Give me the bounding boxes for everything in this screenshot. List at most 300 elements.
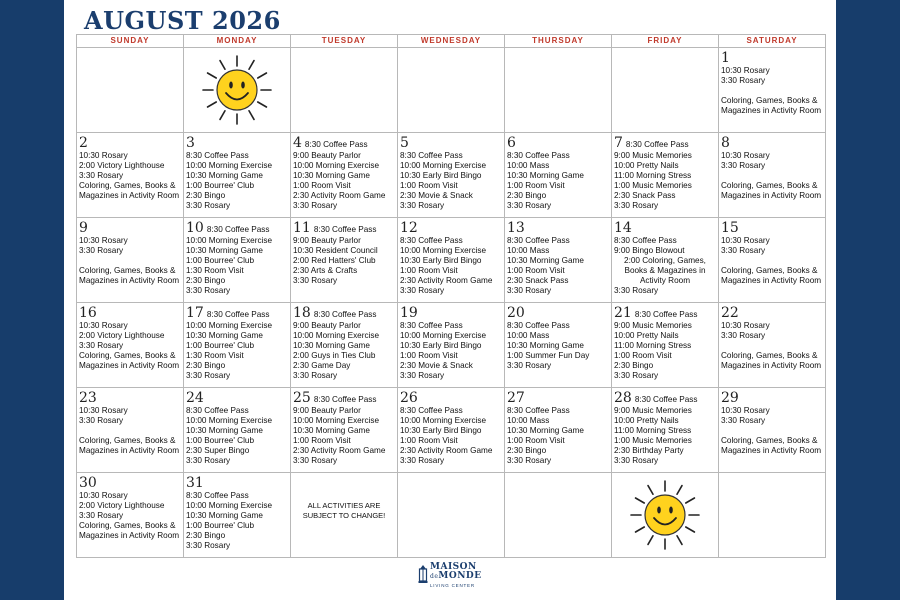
event-list [186, 491, 288, 551]
event-list [400, 151, 502, 211]
event-item: Coloring, Games, Books & Magazines in Activity Room [79, 351, 180, 370]
event-item: 9:00 Beauty Parlor [293, 151, 361, 160]
event-item: 10:00 Mass [507, 416, 550, 425]
event-item: 11:00 Morning Stress [614, 426, 692, 435]
activities-notice: ALL ACTIVITIES ARE SUBJECT TO CHANGE! [302, 501, 386, 520]
day-number: 7 [614, 135, 623, 151]
event-item: 3:30 Rosary [293, 456, 338, 465]
day-number: 24 [186, 390, 204, 406]
event-item: 3:30 Rosary [79, 341, 124, 350]
event-spacer [721, 86, 823, 96]
event-item: 3:30 Rosary [721, 416, 766, 425]
day-number: 16 [79, 305, 97, 321]
empty-day-cell [398, 473, 505, 558]
event-item: 10:00 Morning Exercise [186, 161, 273, 170]
event-item: 2:30 Bingo [614, 361, 654, 370]
event-item: 1:00 Room Visit [507, 181, 565, 190]
event-item: 1:00 Room Visit [400, 266, 458, 275]
event-item: Coloring, Games, Books & Magazines in Activity Room [79, 266, 180, 285]
day-number: 12 [400, 220, 418, 236]
day-cell [398, 388, 505, 473]
day-header [186, 220, 288, 236]
event-list [507, 151, 609, 211]
event-item: 10:30 Rosary [79, 151, 128, 160]
empty-day-cell [505, 473, 612, 558]
event-item: 3:30 Rosary [400, 371, 445, 380]
day-number: 19 [400, 305, 418, 321]
event-item: 10:30 Rosary [721, 321, 770, 330]
maison-de-monde-logo [416, 560, 482, 596]
day-cell [505, 388, 612, 473]
day-header [79, 135, 181, 151]
event-item: 8:30 Coffee Pass [313, 310, 377, 319]
event-item: 8:30 Coffee Pass [634, 395, 698, 404]
day-cell [77, 218, 184, 303]
day-cell [291, 388, 398, 473]
weekday-tuesday: TUESDAY [291, 35, 398, 48]
day-header [186, 305, 288, 321]
calendar-week [77, 303, 826, 388]
day-number: 3 [186, 135, 195, 151]
day-number: 5 [400, 135, 409, 151]
day-cell [184, 473, 291, 558]
event-list [79, 321, 181, 371]
day-header [614, 305, 716, 321]
day-header [293, 390, 395, 406]
day-cell [291, 218, 398, 303]
day-cell [291, 133, 398, 218]
lantern-icon [416, 564, 430, 586]
event-item: 3:30 Rosary [293, 371, 338, 380]
event-item: 3:30 Rosary [507, 201, 552, 210]
event-item: 2:00 Victory Lighthouse [79, 501, 165, 510]
day-header [79, 475, 181, 491]
day-number: 28 [614, 390, 632, 406]
day-header [721, 220, 823, 236]
day-cell [184, 303, 291, 388]
event-item: 9:00 Music Memories [614, 321, 692, 330]
day-header [614, 390, 716, 406]
event-item: 3:30 Rosary [79, 171, 124, 180]
event-item: 10:00 Morning Exercise [400, 331, 487, 340]
weekday-thursday: THURSDAY [505, 35, 612, 48]
event-item: 1:00 Bourree' Club [186, 181, 255, 190]
day-header [507, 305, 609, 321]
event-item: 3:30 Rosary [79, 416, 124, 425]
event-item: 10:30 Rosary [721, 406, 770, 415]
day-number: 23 [79, 390, 97, 406]
event-item: Coloring, Games, Books & Magazines in Activity Room [79, 521, 180, 540]
event-item: 10:00 Morning Exercise [186, 501, 273, 510]
day-cell [719, 218, 826, 303]
event-item: 3:30 Rosary [293, 276, 338, 285]
event-item: 10:30 Morning Game [293, 341, 370, 350]
event-item: 8:30 Coffee Pass [186, 491, 249, 500]
day-header [507, 390, 609, 406]
event-list [507, 406, 609, 466]
event-spacer [721, 171, 823, 181]
event-item: 1:00 Bourree' Club [186, 436, 255, 445]
event-item: 1:00 Room Visit [400, 351, 458, 360]
event-item: 2:30 Activity Room Game [400, 276, 493, 285]
day-number: 22 [721, 305, 739, 321]
event-list [721, 236, 823, 286]
day-header [293, 220, 395, 236]
event-item: 10:30 Early Bird Bingo [400, 426, 482, 435]
event-item: 2:30 Arts & Crafts [293, 266, 358, 275]
event-item: 3:30 Rosary [400, 201, 445, 210]
day-cell [77, 473, 184, 558]
event-item: 9:00 Beauty Parlor [293, 321, 361, 330]
event-item: 3:30 Rosary [507, 456, 552, 465]
event-list [79, 236, 181, 286]
event-item: 1:00 Music Memories [614, 436, 692, 445]
day-cell [505, 218, 612, 303]
day-cell [184, 388, 291, 473]
day-cell [719, 48, 826, 133]
event-item: 10:30 Rosary [79, 406, 128, 415]
event-item: 10:00 Pretty Nails [614, 416, 679, 425]
event-item: 10:30 Morning Game [507, 341, 584, 350]
event-item: 3:30 Rosary [721, 76, 766, 85]
event-item: 10:00 Morning Exercise [293, 416, 380, 425]
event-item: 8:30 Coffee Pass [634, 310, 698, 319]
day-number: 30 [79, 475, 97, 491]
event-list [614, 406, 716, 466]
empty-day-cell [77, 48, 184, 133]
event-item: 10:00 Morning Exercise [186, 236, 273, 245]
event-item: 3:30 Rosary [614, 201, 659, 210]
event-item: 1:00 Summer Fun Day [507, 351, 590, 360]
event-list [79, 151, 181, 201]
event-list [79, 491, 181, 541]
event-item: 8:30 Coffee Pass [206, 225, 270, 234]
event-item: 10:00 Morning Exercise [186, 416, 273, 425]
day-header [79, 390, 181, 406]
event-item: 10:30 Early Bird Bingo [400, 256, 482, 265]
day-cell [398, 133, 505, 218]
event-item: Coloring, Games, Books & Magazines in Activity Room [721, 266, 822, 285]
day-number: 6 [507, 135, 516, 151]
event-item: 3:30 Rosary [186, 371, 231, 380]
day-number: 17 [186, 305, 204, 321]
event-item: 10:30 Rosary [721, 66, 770, 75]
event-item: 2:00 Victory Lighthouse [79, 331, 165, 340]
event-list [614, 151, 716, 211]
event-item: Coloring, Games, Books & Magazines in Activity Room [721, 351, 822, 370]
notice-cell [291, 473, 398, 558]
calendar-weeks [77, 48, 826, 558]
event-item: 10:30 Morning Game [293, 426, 370, 435]
day-number: 29 [721, 390, 739, 406]
event-item: 2:30 Activity Room Game [293, 446, 386, 455]
event-item: 10:30 Morning Game [507, 426, 584, 435]
event-item: 2:00 Red Hatters' Club [293, 256, 376, 265]
event-item: 3:30 Rosary [721, 246, 766, 255]
event-list [400, 236, 502, 296]
weekday-header [77, 35, 826, 48]
event-item: 2:30 Snack Pass [614, 191, 676, 200]
day-cell [398, 218, 505, 303]
event-item: 10:00 Mass [507, 161, 550, 170]
event-list [293, 151, 395, 211]
day-cell [291, 303, 398, 388]
day-number: 21 [614, 305, 632, 321]
event-item: Coloring, Games, Books & Magazines in Activity Room [721, 181, 822, 200]
day-number: 31 [186, 475, 204, 491]
calendar-week [77, 218, 826, 303]
event-item: 2:30 Movie & Snack [400, 361, 473, 370]
event-list [186, 236, 288, 296]
event-item: 8:30 Coffee Pass [507, 151, 570, 160]
sun-decoration-cell [184, 48, 291, 133]
event-item: 2:30 Activity Room Game [400, 446, 493, 455]
day-header [507, 135, 609, 151]
logo-text [430, 563, 482, 581]
event-item: 3:30 Rosary [614, 371, 659, 380]
event-item: Coloring, Games, Books & Magazines in Activity Room [721, 436, 822, 455]
event-item: 8:30 Coffee Pass [400, 236, 463, 245]
event-item: 8:30 Coffee Pass [625, 140, 689, 149]
sun-decoration-cell [612, 473, 719, 558]
event-item: 2:30 Bingo [186, 191, 226, 200]
event-spacer [721, 256, 823, 266]
event-item: 2:00 Victory Lighthouse [79, 161, 165, 170]
event-item: 10:30 Rosary [721, 236, 770, 245]
day-number: 20 [507, 305, 525, 321]
day-header [400, 220, 502, 236]
event-item: 3:30 Rosary [186, 456, 231, 465]
event-item: 8:30 Coffee Pass [400, 321, 463, 330]
event-item: 1:00 Room Visit [293, 181, 351, 190]
day-cell [719, 303, 826, 388]
event-item: 10:30 Morning Game [186, 511, 263, 520]
event-item: Coloring, Games, Books & Magazines in Activity Room [79, 181, 180, 200]
weekday-monday: MONDAY [184, 35, 291, 48]
logo-name: MAISON [430, 562, 477, 572]
event-item: 1:00 Room Visit [400, 436, 458, 445]
event-item: 10:00 Mass [507, 246, 550, 255]
weekday-saturday: SATURDAY [719, 35, 826, 48]
event-item: 8:30 Coffee Pass [400, 406, 463, 415]
event-spacer [721, 341, 823, 351]
calendar-grid [76, 34, 826, 558]
event-item: 3:30 Rosary [79, 246, 124, 255]
event-item: 1:00 Room Visit [507, 436, 565, 445]
day-cell [612, 388, 719, 473]
event-item: 9:00 Beauty Parlor [293, 406, 361, 415]
logo-monde: MONDE [438, 571, 482, 581]
event-item: 10:30 Early Bird Bingo [400, 171, 482, 180]
day-number: 14 [614, 220, 632, 236]
day-number: 9 [79, 220, 88, 236]
event-item: 10:30 Morning Game [293, 171, 370, 180]
event-item: 2:30 Activity Room Game [293, 191, 386, 200]
day-header [293, 305, 395, 321]
logo-de: de [430, 573, 439, 580]
event-item: 2:00 Coloring, Games, Books & Magazines in Activity Room [624, 256, 706, 285]
event-list [400, 321, 502, 381]
day-cell [184, 133, 291, 218]
day-header [79, 305, 181, 321]
event-item: 8:30 Coffee Pass [206, 310, 270, 319]
event-item: 8:30 Coffee Pass [186, 406, 249, 415]
event-list [614, 236, 716, 296]
empty-day-cell [719, 473, 826, 558]
event-item: 2:30 Birthday Party [614, 446, 684, 455]
sun-icon [197, 52, 277, 128]
day-cell [77, 303, 184, 388]
event-item: 9:00 Beauty Parlor [293, 236, 361, 245]
event-spacer [79, 256, 181, 266]
event-list [507, 236, 609, 296]
event-item: 10:30 Resident Council [293, 246, 378, 255]
day-cell [719, 388, 826, 473]
event-item: 3:30 Rosary [293, 201, 338, 210]
event-item: 1:00 Room Visit [507, 266, 565, 275]
event-list [293, 236, 395, 286]
event-item: 2:30 Bingo [507, 191, 547, 200]
event-item: 3:30 Rosary [400, 286, 445, 295]
empty-day-cell [291, 48, 398, 133]
event-list [507, 321, 609, 371]
day-header [400, 390, 502, 406]
event-item: 10:00 Pretty Nails [614, 161, 679, 170]
day-cell [612, 303, 719, 388]
event-item: 3:30 Rosary [507, 361, 552, 370]
day-header [721, 390, 823, 406]
event-item: 8:30 Coffee Pass [304, 140, 368, 149]
event-item: 2:30 Movie & Snack [400, 191, 473, 200]
event-list [186, 406, 288, 466]
event-item: 10:30 Morning Game [186, 171, 263, 180]
event-item: 1:00 Room Visit [293, 436, 351, 445]
event-item: 10:00 Pretty Nails [614, 331, 679, 340]
event-item: 10:30 Morning Game [507, 171, 584, 180]
event-item: 10:00 Morning Exercise [400, 161, 487, 170]
day-number: 11 [293, 220, 311, 236]
event-item: 8:30 Coffee Pass [614, 236, 677, 245]
event-list [721, 406, 823, 456]
day-number: 13 [507, 220, 525, 236]
day-number: 26 [400, 390, 418, 406]
event-item: 2:30 Bingo [186, 361, 226, 370]
event-item: 1:00 Bourree' Club [186, 341, 255, 350]
calendar-week [77, 133, 826, 218]
day-cell [612, 133, 719, 218]
event-item: 10:00 Morning Exercise [293, 161, 380, 170]
event-list [721, 321, 823, 371]
event-item: 8:30 Coffee Pass [507, 236, 570, 245]
event-item: 10:00 Mass [507, 331, 550, 340]
event-item: 3:30 Rosary [79, 511, 124, 520]
day-number: 27 [507, 390, 525, 406]
logo-subtitle: LIVING CENTER [430, 583, 475, 588]
event-item: Coloring, Games, Books & Magazines in Activity Room [721, 96, 822, 115]
day-header [507, 220, 609, 236]
day-number: 15 [721, 220, 739, 236]
calendar-week [77, 388, 826, 473]
day-header [79, 220, 181, 236]
event-item: 8:30 Coffee Pass [507, 321, 570, 330]
event-item: 10:30 Rosary [79, 491, 128, 500]
day-cell [505, 133, 612, 218]
event-item: 3:30 Rosary [721, 161, 766, 170]
event-item: 10:30 Rosary [721, 151, 770, 160]
event-list [614, 321, 716, 381]
day-header [400, 305, 502, 321]
event-item: 10:30 Rosary [79, 236, 128, 245]
event-item: 10:30 Rosary [79, 321, 128, 330]
event-item: 3:30 Rosary [186, 201, 231, 210]
day-cell [505, 303, 612, 388]
event-item: 3:30 Rosary [400, 456, 445, 465]
day-header [614, 220, 716, 236]
event-item: 1:00 Bourree' Club [186, 521, 255, 530]
event-item: 10:30 Morning Game [186, 426, 263, 435]
event-list [293, 406, 395, 466]
event-item: 10:30 Morning Game [186, 246, 263, 255]
weekday-friday: FRIDAY [612, 35, 719, 48]
day-header [293, 135, 395, 151]
event-item: 10:00 Morning Exercise [400, 416, 487, 425]
event-item: 11:00 Morning Stress [614, 341, 692, 350]
calendar-week [77, 48, 826, 133]
sun-icon [625, 477, 705, 553]
event-item: 11:00 Morning Stress [614, 171, 692, 180]
event-item: 1:30 Room Visit [186, 351, 244, 360]
day-header [400, 135, 502, 151]
day-number: 1 [721, 50, 730, 66]
event-item: 9:00 Music Memories [614, 151, 692, 160]
event-list [186, 321, 288, 381]
day-header [721, 305, 823, 321]
event-list [721, 151, 823, 201]
empty-day-cell [505, 48, 612, 133]
event-list [721, 66, 823, 116]
event-item: 10:30 Morning Game [186, 331, 263, 340]
day-cell [612, 218, 719, 303]
event-item: 8:30 Coffee Pass [507, 406, 570, 415]
event-spacer [79, 426, 181, 436]
event-item: 1:00 Bourree' Club [186, 256, 255, 265]
event-item: 3:30 Rosary [507, 286, 552, 295]
event-item: 9:00 Bingo Blowout [614, 246, 685, 255]
event-item: 1:00 Room Visit [400, 181, 458, 190]
event-item: 8:30 Coffee Pass [313, 395, 377, 404]
empty-day-cell [398, 48, 505, 133]
event-item: 2:30 Super Bingo [186, 446, 250, 455]
day-number: 2 [79, 135, 88, 151]
event-item: 1:00 Room Visit [614, 351, 672, 360]
event-item: 2:30 Bingo [186, 276, 226, 285]
event-item: 3:30 Rosary [721, 331, 766, 340]
day-cell [77, 388, 184, 473]
event-list [79, 406, 181, 456]
event-item: 10:30 Early Bird Bingo [400, 341, 482, 350]
event-item: 3:30 Rosary [614, 286, 659, 295]
event-list [293, 321, 395, 381]
event-item: 10:00 Morning Exercise [400, 246, 487, 255]
day-cell [77, 133, 184, 218]
weekday-wednesday: WEDNESDAY [398, 35, 505, 48]
event-item: 8:30 Coffee Pass [186, 151, 249, 160]
day-number: 25 [293, 390, 311, 406]
calendar-page [64, 0, 836, 600]
day-header [614, 135, 716, 151]
weekday-sunday: SUNDAY [77, 35, 184, 48]
calendar-week [77, 473, 826, 558]
